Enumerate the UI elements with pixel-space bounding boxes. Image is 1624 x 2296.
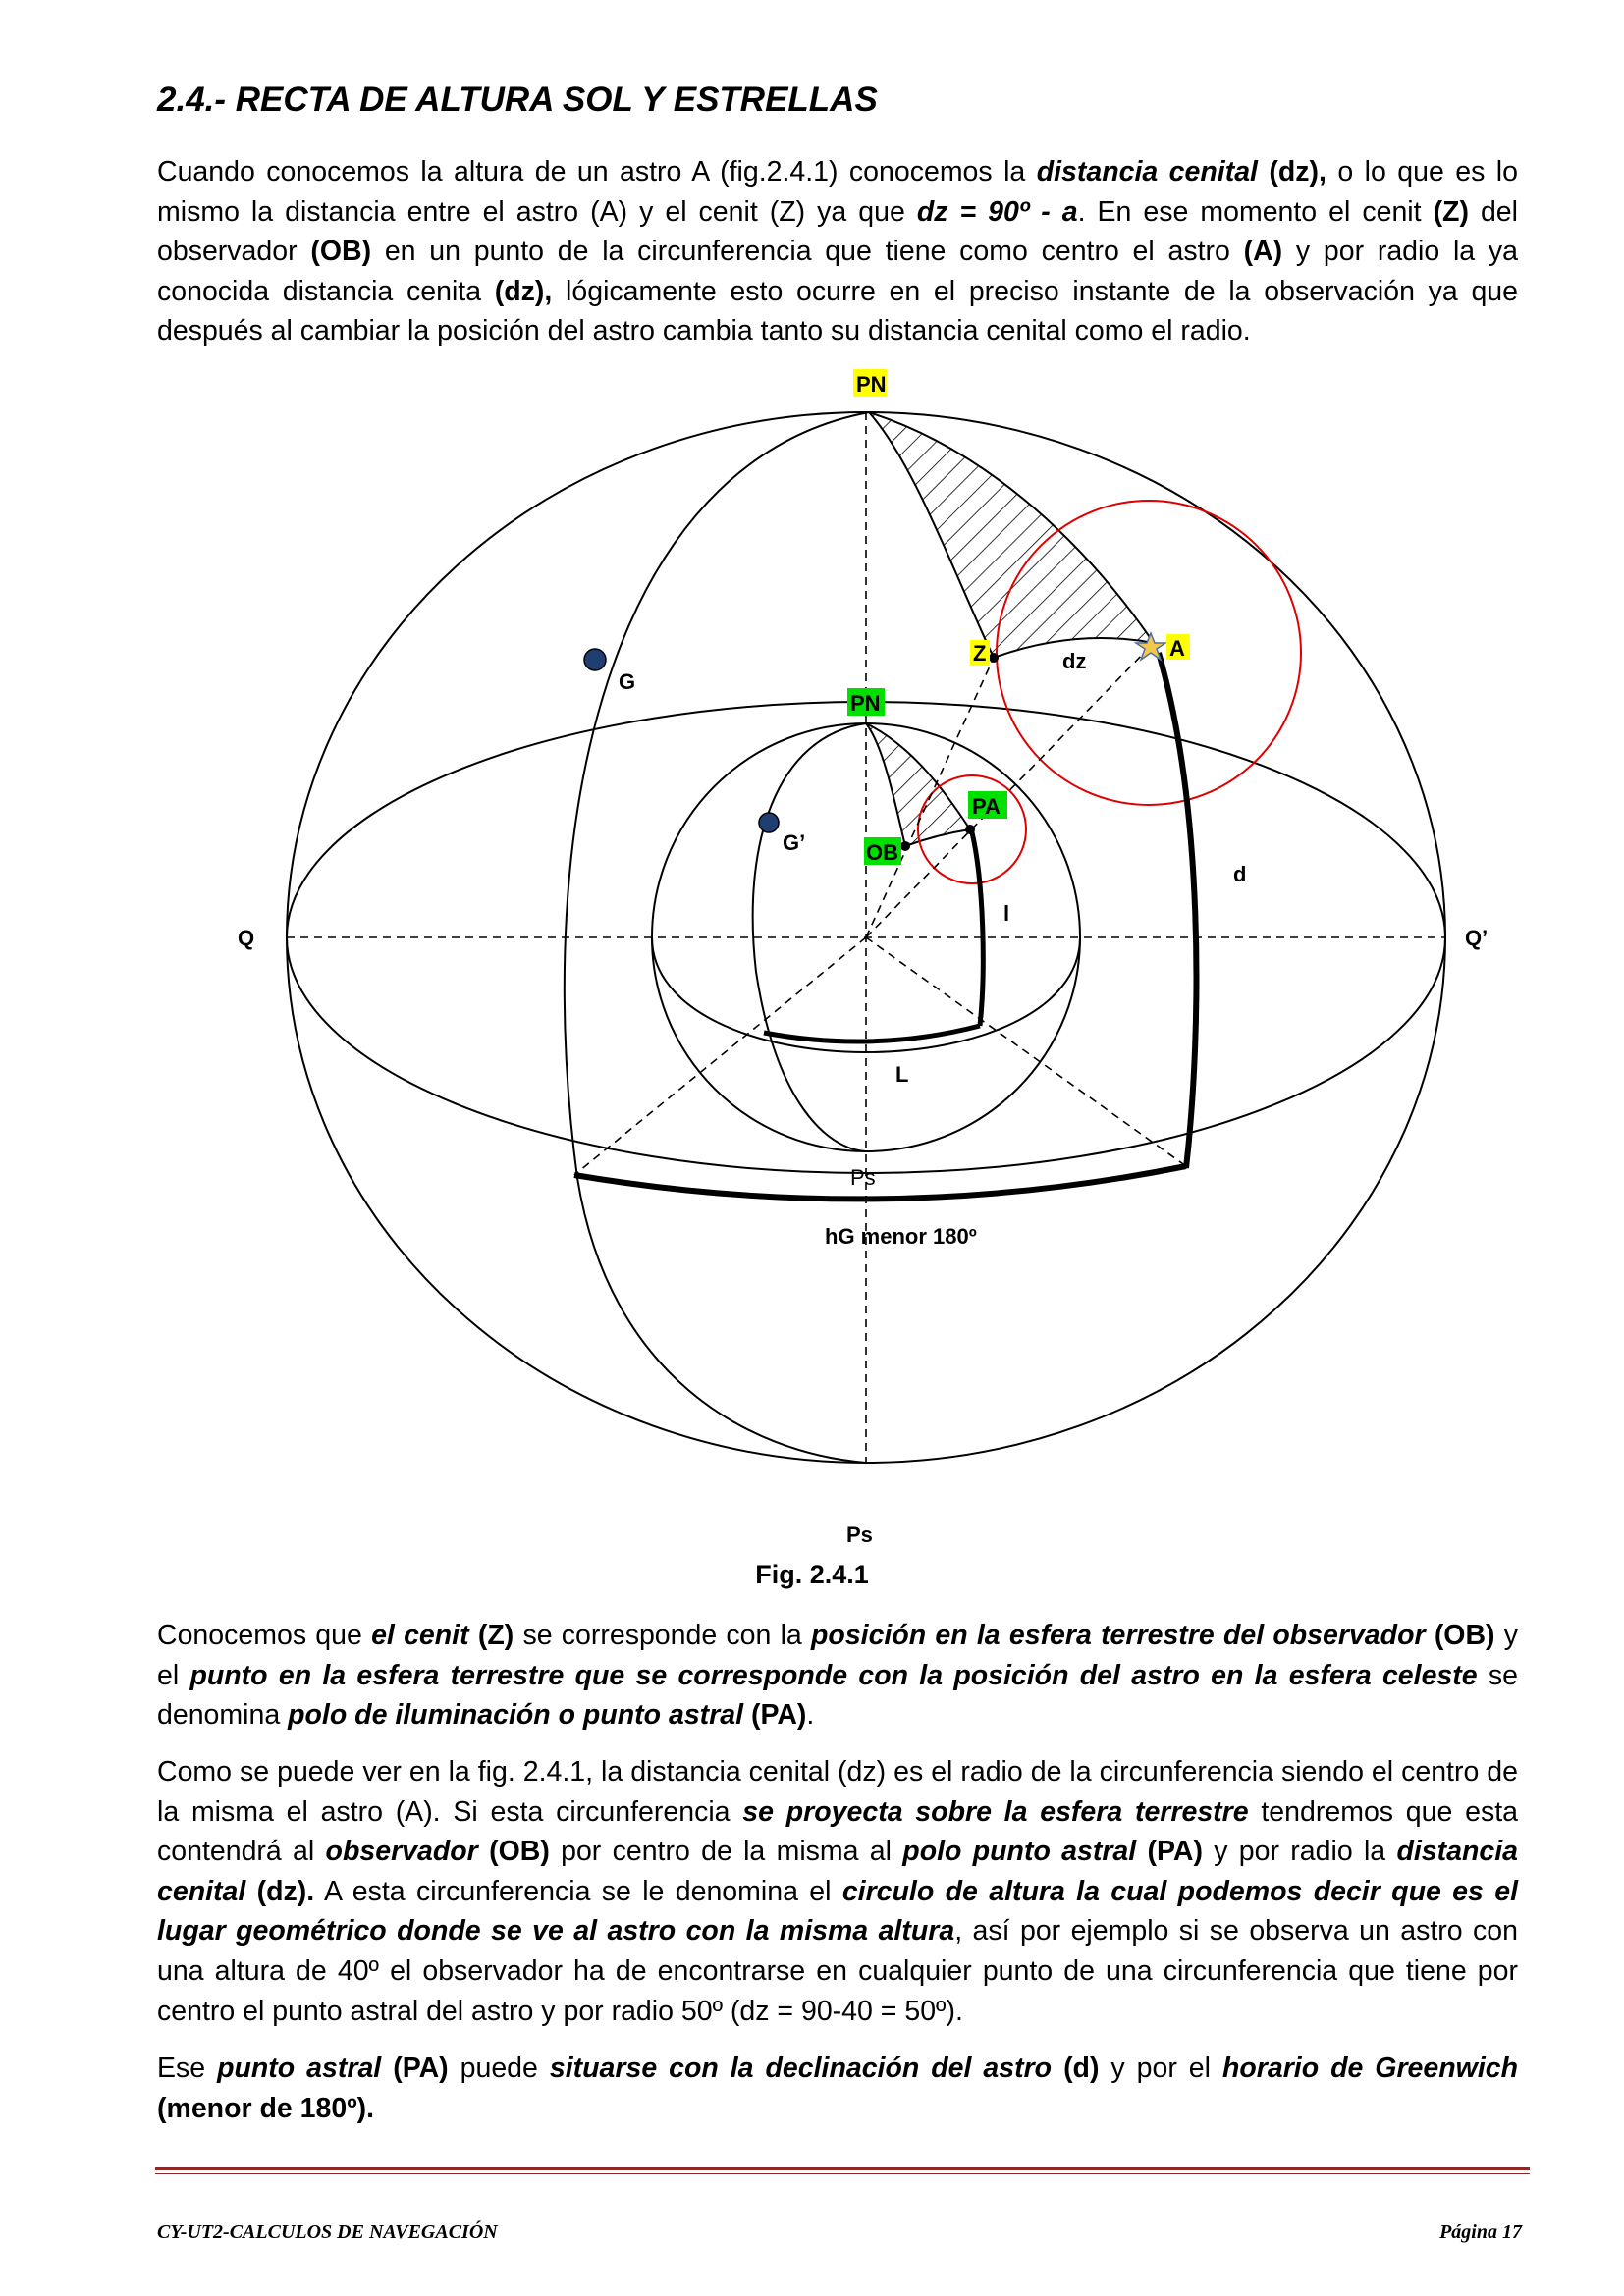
text-run: en un punto de la circunferencia que tiene como centro el astro	[371, 236, 1244, 268]
text-run: polo punto astral	[902, 1836, 1137, 1868]
text-run	[245, 1876, 256, 1907]
text-run: (Z)	[1433, 195, 1469, 228]
text-run	[1258, 156, 1269, 187]
text-run: (dz),	[494, 275, 553, 307]
text-run: (OB)	[489, 1836, 550, 1868]
label-pa: PA	[972, 794, 1001, 819]
text-run: horario de Greenwich	[1221, 2053, 1519, 2084]
text-run: se proyecta sobre la esfera terrestre	[742, 1795, 1249, 1828]
text-run: Como se puede ver en la fig. 2.4.1, la distancia cenital (dz) es el radio de la circunferencia siendo el centro de la misma el astro (A). Si esta circunferencia	[157, 1756, 1518, 1828]
celestial-sphere-figure	[0, 358, 1624, 1556]
text-run: (dz),	[1269, 156, 1326, 187]
label-hg: hG menor 180º	[825, 1224, 977, 1249]
label-ob: OB	[866, 840, 898, 865]
text-run: y por radio la	[1202, 1836, 1397, 1868]
text-run: (dz).	[256, 1875, 315, 1907]
text-run: . En ese momento el cenit	[1077, 195, 1434, 228]
text-run	[1052, 2053, 1063, 2084]
text-run: punto en la esfera terrestre que se corresponde con la posición del astro en la esfera celeste	[189, 1659, 1478, 1691]
text-run: (OB)	[310, 236, 372, 268]
label-l-lower: l	[1003, 901, 1010, 926]
line-center-hg-right	[866, 937, 1186, 1166]
label-z: Z	[973, 641, 987, 666]
label-q-prime: Q’	[1465, 926, 1489, 950]
text-run: y por radio la ya conocida distancia cenita	[157, 236, 1518, 307]
declination-arc-outer	[1159, 653, 1196, 1168]
text-run: el cenit	[371, 1620, 469, 1651]
label-dz: dz	[1062, 649, 1087, 673]
text-run	[1426, 1620, 1435, 1651]
label-q: Q	[238, 926, 255, 950]
text-run: (PA)	[1147, 1836, 1203, 1868]
text-run: por centro de la misma al	[549, 1836, 903, 1868]
text-run: Cuando conocemos la altura de un astro A (fig.2.4.1) conocemos la	[157, 156, 1037, 187]
text-run: circulo de altura la cual podemos decir que es el lugar geométrico donde se ve al astro con la misma altura	[157, 1875, 1519, 1948]
text-run: (A)	[1243, 236, 1283, 268]
text-run: y por el	[1099, 2053, 1222, 2084]
footer-rule-thick	[155, 2167, 1530, 2170]
text-run: (menor de 180º).	[157, 2092, 375, 2124]
text-run: observador	[325, 1836, 478, 1868]
label-l-upper: L	[895, 1062, 909, 1087]
text-run: (Z)	[477, 1620, 514, 1651]
text-run: dz = 90º - a	[916, 195, 1078, 228]
text-run: .	[806, 1699, 815, 1732]
text-run: y el	[157, 1620, 1519, 1691]
text-run	[743, 1699, 751, 1731]
paragraph-astral-point	[157, 2049, 1518, 2128]
text-run: o lo que es lo mismo la distancia entre el astro (A) y el cenit (Z) ya que	[157, 156, 1518, 228]
point-z	[989, 653, 999, 663]
inner-hour-arc	[764, 1026, 980, 1041]
outer-hatched-region	[869, 412, 1154, 658]
text-run: A esta circunferencia se le denomina el	[314, 1875, 842, 1907]
text-run: lógicamente esto ocurre en el preciso instante de la observación ya que después al cambiar la posición del astro cambia tanto su distancia cenital como el radio.	[157, 275, 1518, 347]
text-run	[478, 1836, 489, 1867]
point-pa	[965, 825, 975, 834]
paragraph-zenith	[157, 1616, 1518, 1735]
text-run: (PA)	[750, 1699, 807, 1732]
text-run: , así por ejemplo si se observa un astro con una altura de 40º el observador ha de encontrarse en cualquier punto de una circunferencia que tiene por centro el punto astral del astro y por radio 50º (dz = 90-40 = 50º).	[157, 1915, 1518, 2027]
text-run: posición en la esfera terrestre del observador	[811, 1620, 1426, 1651]
label-d: d	[1233, 862, 1247, 886]
label-ps-outer: Ps	[846, 1522, 873, 1547]
text-run: se denomina	[157, 1659, 1518, 1732]
declination-arc-inner	[972, 832, 983, 1026]
line-center-hg-left	[574, 937, 866, 1175]
text-run: polo de iluminación o punto astral	[288, 1699, 744, 1732]
point-g-prime	[759, 813, 779, 832]
label-a: A	[1169, 636, 1185, 661]
footer-rule-thin	[155, 2173, 1530, 2174]
text-run: (PA)	[393, 2053, 449, 2084]
text-run: se corresponde con la	[514, 1620, 811, 1651]
text-run: tendremos que esta contendrá al	[157, 1795, 1518, 1868]
text-run: distancia cenital	[1036, 156, 1258, 187]
footer-document-title: CY-UT2-CALCULOS DE NAVEGACIÓN	[157, 2221, 498, 2243]
text-run: (OB)	[1434, 1620, 1495, 1651]
figure-caption: Fig. 2.4.1	[755, 1560, 869, 1589]
label-g: G	[619, 669, 636, 694]
text-run	[1136, 1836, 1147, 1867]
point-g	[584, 649, 606, 670]
text-run: Ese	[157, 2053, 218, 2084]
paragraph-intro	[157, 152, 1518, 351]
text-run: situarse con la declinación del astro	[549, 2053, 1053, 2084]
text-run: (d)	[1063, 2053, 1100, 2084]
text-run: distancia cenital	[157, 1836, 1518, 1907]
text-run: Conocemos que	[157, 1620, 372, 1651]
greenwich-hour-arc	[574, 1166, 1186, 1199]
text-run	[381, 2053, 393, 2084]
section-heading: 2.4.- RECTA DE ALTURA SOL Y ESTRELLAS	[157, 80, 878, 119]
paragraph-circle	[157, 1752, 1518, 2031]
label-pn-inner: PN	[850, 691, 881, 716]
text-run: puede	[448, 2053, 550, 2084]
text-run: punto astral	[217, 2053, 382, 2084]
point-ob	[900, 841, 910, 851]
footer-page-number: Página 17	[1439, 2221, 1522, 2243]
label-pn-outer: PN	[856, 372, 887, 397]
label-g-prime: G’	[783, 830, 806, 855]
text-run: del observador	[157, 195, 1518, 268]
text-run	[469, 1620, 478, 1651]
label-ps-inner: Ps	[850, 1165, 876, 1190]
